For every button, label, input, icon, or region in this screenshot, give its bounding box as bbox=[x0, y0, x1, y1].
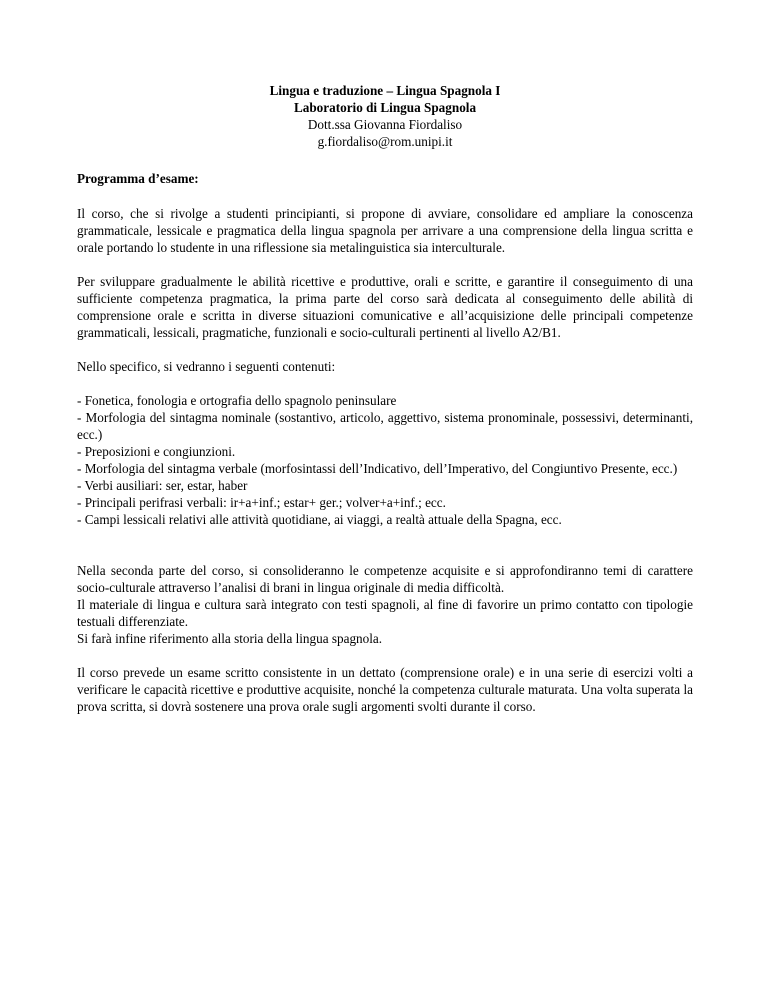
section-title: Programma d’esame: bbox=[77, 171, 199, 186]
document-page bbox=[77, 82, 693, 732]
list-item: - Preposizioni e congiunzioni. bbox=[77, 444, 236, 459]
second-part-line: Il materiale di lingua e cultura sarà integrato con testi spagnoli, al fine di favorire un primo contatto con tipologie testuali differenziate. bbox=[77, 597, 693, 629]
list-item: - Campi lessicali relativi alle attività quotidiane, ai viaggi, a realtà attuale della Spagna, ecc. bbox=[77, 512, 562, 527]
second-part-block bbox=[77, 562, 693, 647]
exam-paragraph: Il corso prevede un esame scritto consistente in un dettato (comprensione orale) e in una serie di esercizi volti a verificare le capacità ricettive e produttive acquisite, nonché la competenza culturale maturata. Una volta superata la prova scritta, si dovrà sostenere una prova orale sugli argomenti svolti durante il corso. bbox=[77, 665, 693, 714]
skills-paragraph: Per sviluppare gradualmente le abilità ricettive e produttive, orali e scritte, e garantire il conseguimento di una sufficiente competenza pragmatica, la prima parte del corso sarà dedicata al conseguimento delle abilità di comprensione orale e scritta in diverse situazioni comunicative e all’acquisizione delle principali competenze grammaticali, lessicali, pragmatiche, funzionali e socio-culturali pertinenti al livello A2/B1. bbox=[77, 274, 693, 340]
list-item: - Morfologia del sintagma nominale (sostantivo, articolo, aggettivo, sistema pronominale, possessivi, determinanti, ecc.) bbox=[77, 410, 693, 442]
contents-intro: Nello specifico, si vedranno i seguenti contenuti: bbox=[77, 359, 336, 374]
second-part-line: Nella seconda parte del corso, si consolideranno le competenze acquisite e si approfondiranno temi di carattere socio-culturale attraverso l’analisi di brani in lingua originale di media difficoltà. bbox=[77, 563, 693, 595]
list-item: - Morfologia del sintagma verbale (morfosintassi dell’Indicativo, dell’Imperativo, del Congiuntivo Presente, ecc.) bbox=[77, 461, 678, 476]
contents-list bbox=[77, 392, 693, 528]
intro-paragraph: Il corso, che si rivolge a studenti principianti, si propone di avviare, consolidare ed ampliare la conoscenza grammaticale, lessicale e pragmatica della lingua spagnola per arrivare a una comprensione della lingua scritta e orale portando lo studente in una riflessione sia metalinguistica sia interculturale. bbox=[77, 206, 693, 255]
second-part-line: Si farà infine riferimento alla storia della lingua spagnola. bbox=[77, 631, 383, 646]
list-item: - Principali perifrasi verbali: ir+a+inf.; estar+ ger.; volver+a+inf.; ecc. bbox=[77, 495, 446, 510]
teacher-email: g.fiordaliso@rom.unipi.it bbox=[317, 134, 453, 149]
document-header bbox=[77, 82, 693, 150]
teacher-name: Dott.ssa Giovanna Fiordaliso bbox=[307, 117, 463, 132]
lab-title: Laboratorio di Lingua Spagnola bbox=[293, 100, 477, 115]
course-title: Lingua e traduzione – Lingua Spagnola I bbox=[269, 83, 501, 98]
list-item: - Fonetica, fonologia e ortografia dello spagnolo peninsulare bbox=[77, 393, 397, 408]
list-item: - Verbi ausiliari: ser, estar, haber bbox=[77, 478, 248, 493]
